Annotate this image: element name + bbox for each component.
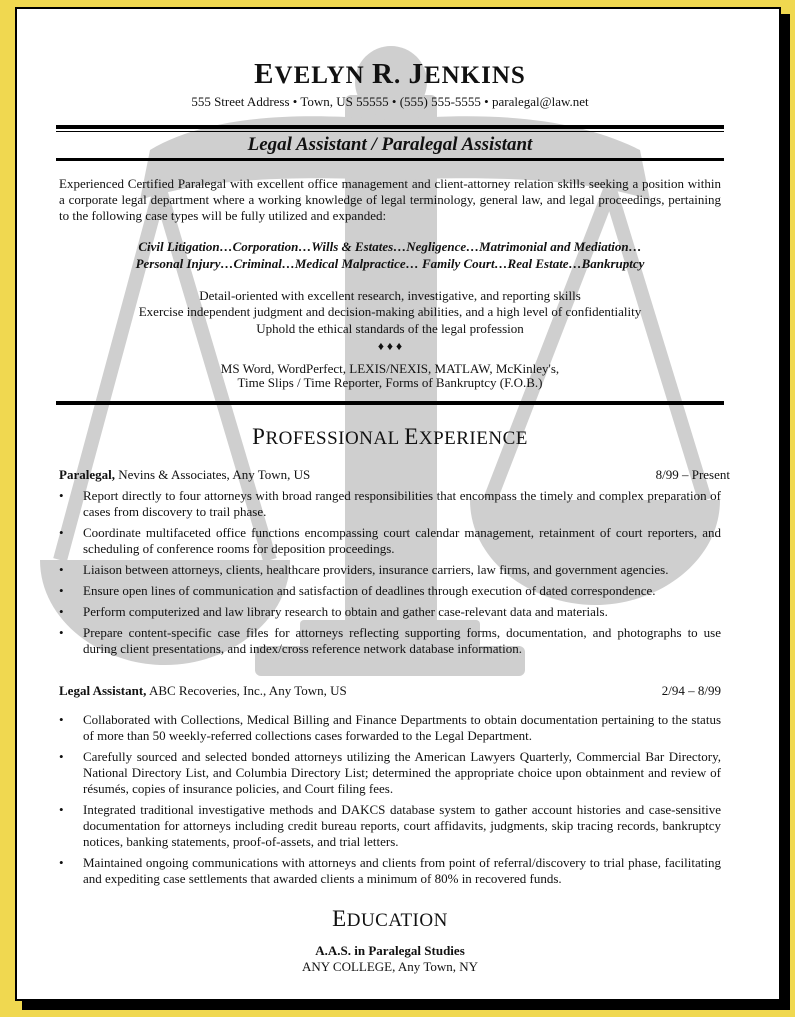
list-item xyxy=(59,712,721,744)
bullet-icon: • xyxy=(59,583,64,598)
name-rest: VELYN xyxy=(274,62,372,89)
contact-line: 555 Street Address • Town, US 55555 • (555) 555-5555 • paralegal@law.net xyxy=(191,94,589,109)
name-initial: J xyxy=(408,58,424,90)
strength-line: Uphold the ethical standards of the legal profession xyxy=(256,321,524,336)
bullet-icon: • xyxy=(59,855,64,870)
list-item xyxy=(59,562,721,578)
diamond-divider: ♦ ♦ ♦ xyxy=(377,339,403,353)
bullet-icon: • xyxy=(59,562,64,577)
candidate-name xyxy=(0,58,780,91)
list-item xyxy=(59,855,721,887)
case-types-line: Personal Injury…Criminal…Medical Malpractice… Family Court…Real Estate…Bankruptcy xyxy=(135,256,645,271)
list-item xyxy=(59,488,721,520)
school: ANY COLLEGE, Any Town, NY xyxy=(301,959,479,974)
heading-rest: ROFESSIONAL xyxy=(265,428,405,449)
list-item xyxy=(59,749,721,797)
heading-rest: XPERIENCE xyxy=(418,428,528,449)
name-rest: . xyxy=(393,62,409,89)
bullet-icon: • xyxy=(59,525,64,540)
objective-title: Legal Assistant / Paralegal Assistant xyxy=(247,134,533,155)
strength-line: Exercise independent judgment and decision-making abilities, and a high level of confidentiality xyxy=(138,304,642,319)
list-item xyxy=(59,625,721,657)
software-line: MS Word, WordPerfect, LEXIS/NEXIS, MATLAW, McKinley's, xyxy=(220,361,560,376)
name-initial: E xyxy=(254,58,275,90)
job-bullets xyxy=(59,488,721,662)
strength-line: Detail-oriented with excellent research, investigative, and reporting skills xyxy=(199,288,581,303)
bullet-text: Report directly to four attorneys with broad ranged responsibilities that encompass the timely and complex preparation of cases from discovery to trail phase. xyxy=(83,488,721,519)
bullet-icon: • xyxy=(59,625,64,640)
job-employer: Nevins & Associates, Any Town, US xyxy=(114,467,311,482)
list-item xyxy=(59,583,721,599)
heading-initial: P xyxy=(252,424,266,449)
bullet-icon: • xyxy=(59,488,64,503)
name-initial: R xyxy=(371,58,394,90)
job-title: Paralegal, xyxy=(59,467,115,482)
heading-initial: E xyxy=(404,424,419,449)
job-dates: 8/99 – Present xyxy=(655,467,730,482)
experience-heading xyxy=(0,424,780,450)
bullet-text: Collaborated with Collections, Medical Billing and Finance Departments to obtain documentation pertaining to the status of more than 50 weekly-referred collections cases forwarded to the Legal Department. xyxy=(83,712,721,743)
divider-rule xyxy=(56,158,724,161)
case-types-line: Civil Litigation…Corporation…Wills & Estates…Negligence…Matrimonial and Mediation… xyxy=(138,239,642,254)
heading-rest: DUCATION xyxy=(346,910,448,931)
job-bullets xyxy=(59,712,721,892)
bullet-text: Liaison between attorneys, clients, healthcare providers, insurance carriers, law firms, and government agencies. xyxy=(83,562,669,577)
divider-rule xyxy=(56,401,724,405)
bullet-text: Perform computerized and law library research to obtain and gather case-relevant data and materials. xyxy=(83,604,608,619)
job-header xyxy=(59,467,730,483)
job-header xyxy=(59,683,721,699)
job-title: Legal Assistant, xyxy=(59,683,147,698)
software-line: Time Slips / Time Reporter, Forms of Bankruptcy (F.O.B.) xyxy=(237,375,543,390)
divider-rule xyxy=(56,125,724,129)
bullet-text: Integrated traditional investigative methods and DAKCS database system to gather account histories and case-sensitive documentation for attorneys including credit bureau reports, court affidavits, judgments, skip tracing records, bankruptcy notices, banking statements, proof-of-assets, and trial letters. xyxy=(83,802,721,849)
bullet-text: Prepare content-specific case files for attorneys reflecting supporting forms, documentation, and photographs to use during client presentations, and index/cross reference network database information. xyxy=(83,625,721,656)
objective-summary: Experienced Certified Paralegal with excellent office management and client-attorney relation skills seeking a position within a corporate legal department where a working knowledge of legal terminology, general law, and legal proceedings, pertaining to the following case types will be fully utilized and expanded: xyxy=(59,176,721,223)
bullet-text: Maintained ongoing communications with attorneys and clients from point of referral/discovery to trial phase, facilitating and expediting case settlements that awarded clients a minimum of 80% in recovered funds. xyxy=(83,855,721,886)
name-rest: ENKINS xyxy=(423,62,526,89)
list-item xyxy=(59,604,721,620)
bullet-text: Carefully sourced and selected bonded attorneys utilizing the American Lawyers Quarterly, Commercial Bar Directory, National Directory List, and Columbia Directory List; determined the appropriate choice upon obtainment and review of résumés, copies of insurance policies, and Court filing fees. xyxy=(83,749,721,796)
bullet-icon: • xyxy=(59,712,64,727)
list-item xyxy=(59,802,721,850)
bullet-icon: • xyxy=(59,802,64,817)
list-item xyxy=(59,525,721,557)
bullet-icon: • xyxy=(59,749,64,764)
heading-initial: E xyxy=(332,906,347,931)
education-heading xyxy=(0,906,780,932)
job-dates: 2/94 – 8/99 xyxy=(661,683,721,698)
bullet-icon: • xyxy=(59,604,64,619)
degree: A.A.S. in Paralegal Studies xyxy=(315,943,465,958)
bullet-text: Ensure open lines of communication and satisfaction of deadlines through execution of dated correspondence. xyxy=(83,583,656,598)
job-employer: ABC Recoveries, Inc., Any Town, US xyxy=(146,683,347,698)
bullet-text: Coordinate multifaceted office functions encompassing court calendar management, retainment of court reporters, and scheduling of conference rooms for deposition proceedings. xyxy=(83,525,721,556)
divider-rule-thin xyxy=(56,131,724,132)
